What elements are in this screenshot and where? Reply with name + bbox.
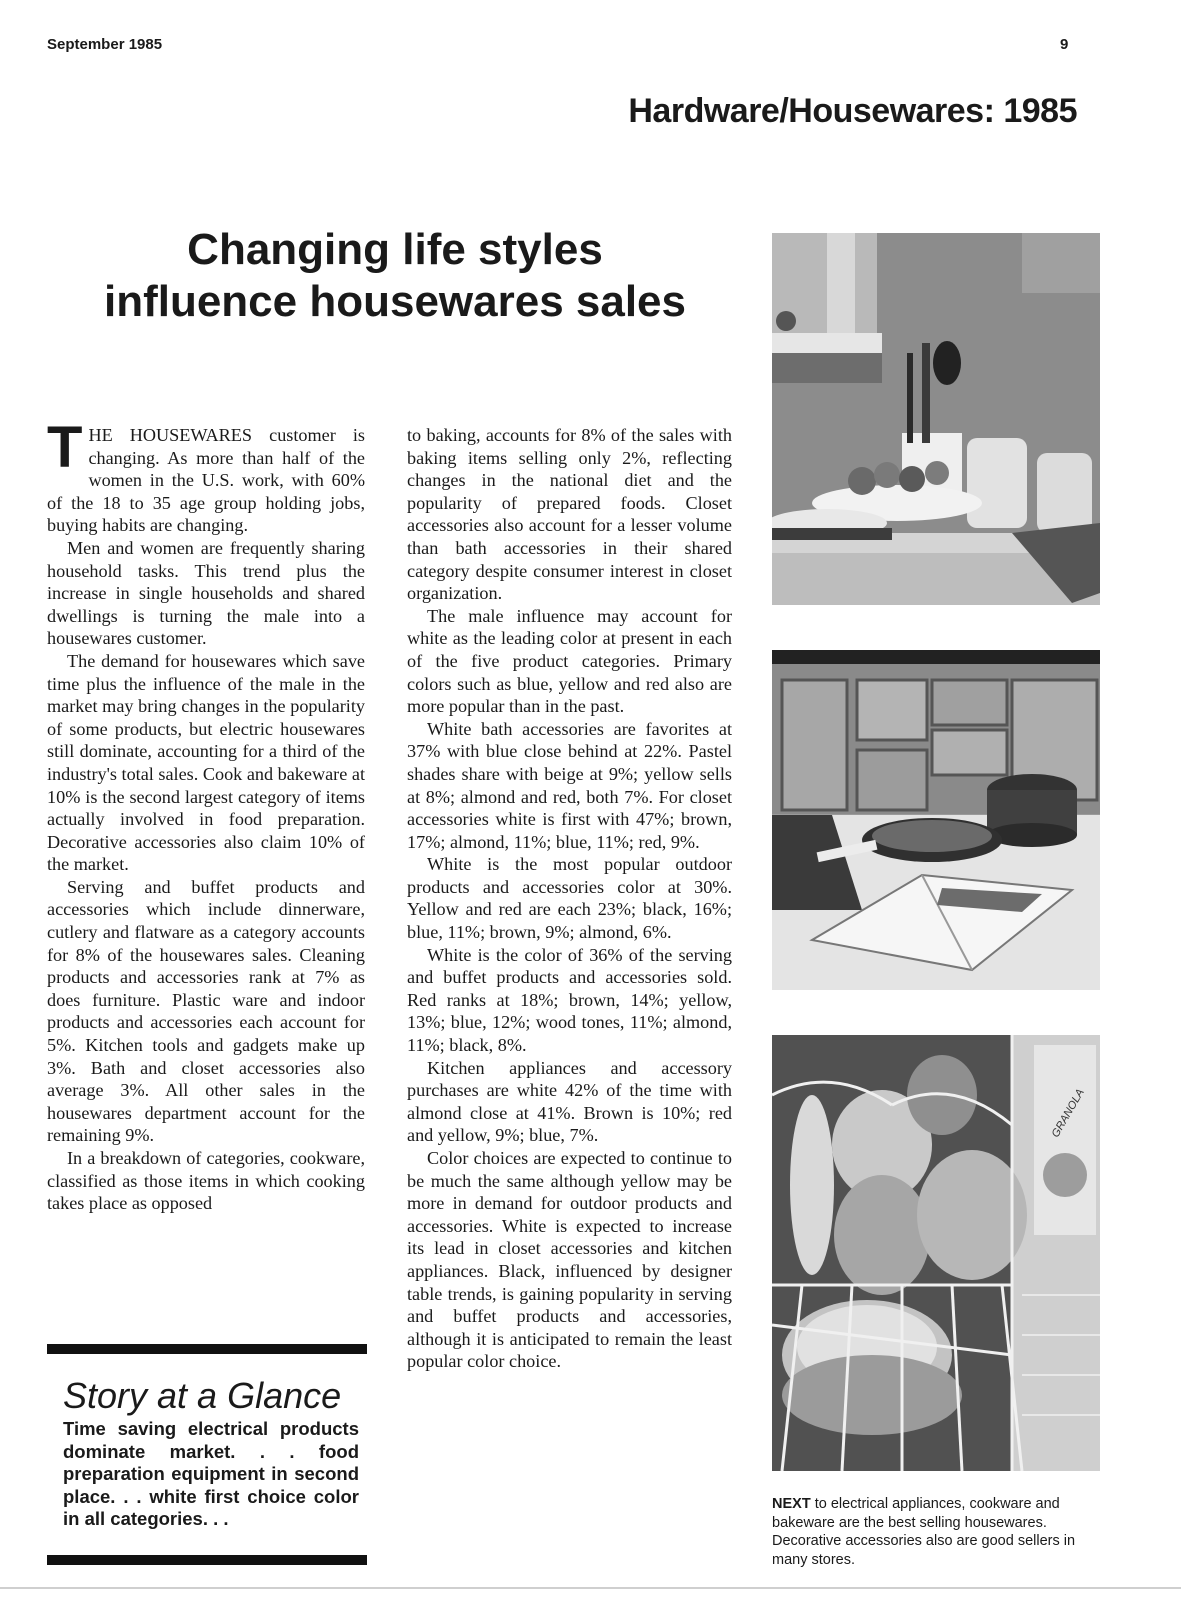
page-number: 9 xyxy=(1060,36,1069,53)
dropcap: T xyxy=(47,415,83,480)
photo-stove-cookbook xyxy=(772,650,1100,990)
caption-text: to electrical appliances, cookware and bakeware are the best selling housewares. Decorative accessories also are good sellers in many stores. xyxy=(772,1496,1076,1568)
photo-caption xyxy=(772,1495,1102,1569)
sidebar-title: Story at a Glance xyxy=(63,1375,342,1416)
sidebar-bottom-rule xyxy=(47,1555,367,1565)
headline xyxy=(40,224,750,328)
paragraph-4: Serving and buffet products and accessories which include dinnerware, cutlery and flatware as a category accounts for 8% of the housewares sales. Cleaning products and accessories rank at 7% as does furniture. Plastic ware and indoor products and accessories each account for 5%. Kitchen tools and gadgets make up 3%. Bath and closet accessories also average 3%. All other sales in the housewares department account for the remaining 9%. xyxy=(47,876,365,1146)
left-column xyxy=(47,415,365,1215)
paragraph-10: White is the color of 36% of the serving and buffet products and accessories sold. Red ranks at 18%; brown, 14%; yellow, 13%; blue, 12%; wood tones, 11%; almond, 11%; black, 8%. xyxy=(407,944,732,1056)
sidebar-body: Time saving electrical products dominate market. . . food preparation equipment in second place. . . white first choice color in all categories. . . xyxy=(63,1418,359,1529)
paragraph-7: The male influence may account for white as the leading color at present in each of the five product categories. Primary colors such as blue, yellow and red also are more popular than in the past. xyxy=(407,605,732,717)
paragraph-3: The demand for housewares which save time plus the influence of the male in the market may bring changes in the popularity of some products, but electric housewares still dominate, accounting for a third of the industry's total sales. Cook and bakeware at 10% is the second largest category of items actually involved in food preparation. Decorative accessories also claim 10% of the market. xyxy=(47,650,365,875)
middle-column xyxy=(407,424,732,1373)
paragraph-2: Men and women are frequently sharing household tasks. This trend plus the increase in single households and shared dwellings is turning the male into a housewares customer. xyxy=(47,537,365,649)
page-bottom-edge xyxy=(0,1587,1181,1589)
granola-box-label: GRANOLA xyxy=(1049,1086,1087,1140)
paragraph-8: White bath accessories are favorites at 37% with blue close behind at 22%. Pastel shades share with beige at 9%; yellow sells at 8%; almond and red, both 7%. For closet accessories white is first with 47%; brown, 17%; almond, 11%; blue, 11%; red, 9%. xyxy=(407,718,732,852)
photo-dish-rack xyxy=(772,1035,1100,1471)
caption-lead: NEXT xyxy=(772,1496,811,1512)
paragraph-9: White is the most popular outdoor products and accessories color at 30%. Yellow and red are each 23%; black, 16%; blue, 11%; brown, 9%; almond, 6%. xyxy=(407,854,732,943)
paragraph-6: to baking, accounts for 8% of the sales with baking items selling only 2%, reflecting changes in the national diet and the popularity of prepared foods. Closet accessories also account for a lesser volume than bath accessories in their shared category despite consumer interest in closet organization. xyxy=(407,425,732,604)
paragraph-5: In a breakdown of categories, cookware, classified as those items in which cooking takes place as opposed xyxy=(47,1148,365,1214)
sidebar-top-rule xyxy=(47,1344,367,1354)
photo-kitchen-counter xyxy=(772,233,1100,605)
header-date: September 1985 xyxy=(47,36,163,53)
paragraph-1 xyxy=(47,415,365,537)
headline-line-1: Changing life styles xyxy=(187,225,603,274)
paragraph-11: Kitchen appliances and accessory purchases are white 42% of the time with almond close at 41%. Brown is 10%; red and yellow, 9%; blue, 7%. xyxy=(407,1057,732,1146)
headline-line-2: influence housewares sales xyxy=(103,277,687,326)
section-title: Hardware/Housewares: 1985 xyxy=(628,92,1077,130)
paragraph-12: Color choices are expected to continue to be much the same although yellow may be more in demand for outdoor products and accessories. White is expected to increase its lead in closet accessories and kitchen appliances. Black, influenced by designer table trends, is gaining popularity in serving and buffet products and accessories, although it is anticipated to remain the least popular color choice. xyxy=(407,1148,732,1372)
paragraph-1-text: HE HOUSEWARES customer is changing. As more than half of the women in the U.S. work, with 60% of the 18 to 35 age group holding jobs, buying habits are changing. xyxy=(47,425,365,536)
